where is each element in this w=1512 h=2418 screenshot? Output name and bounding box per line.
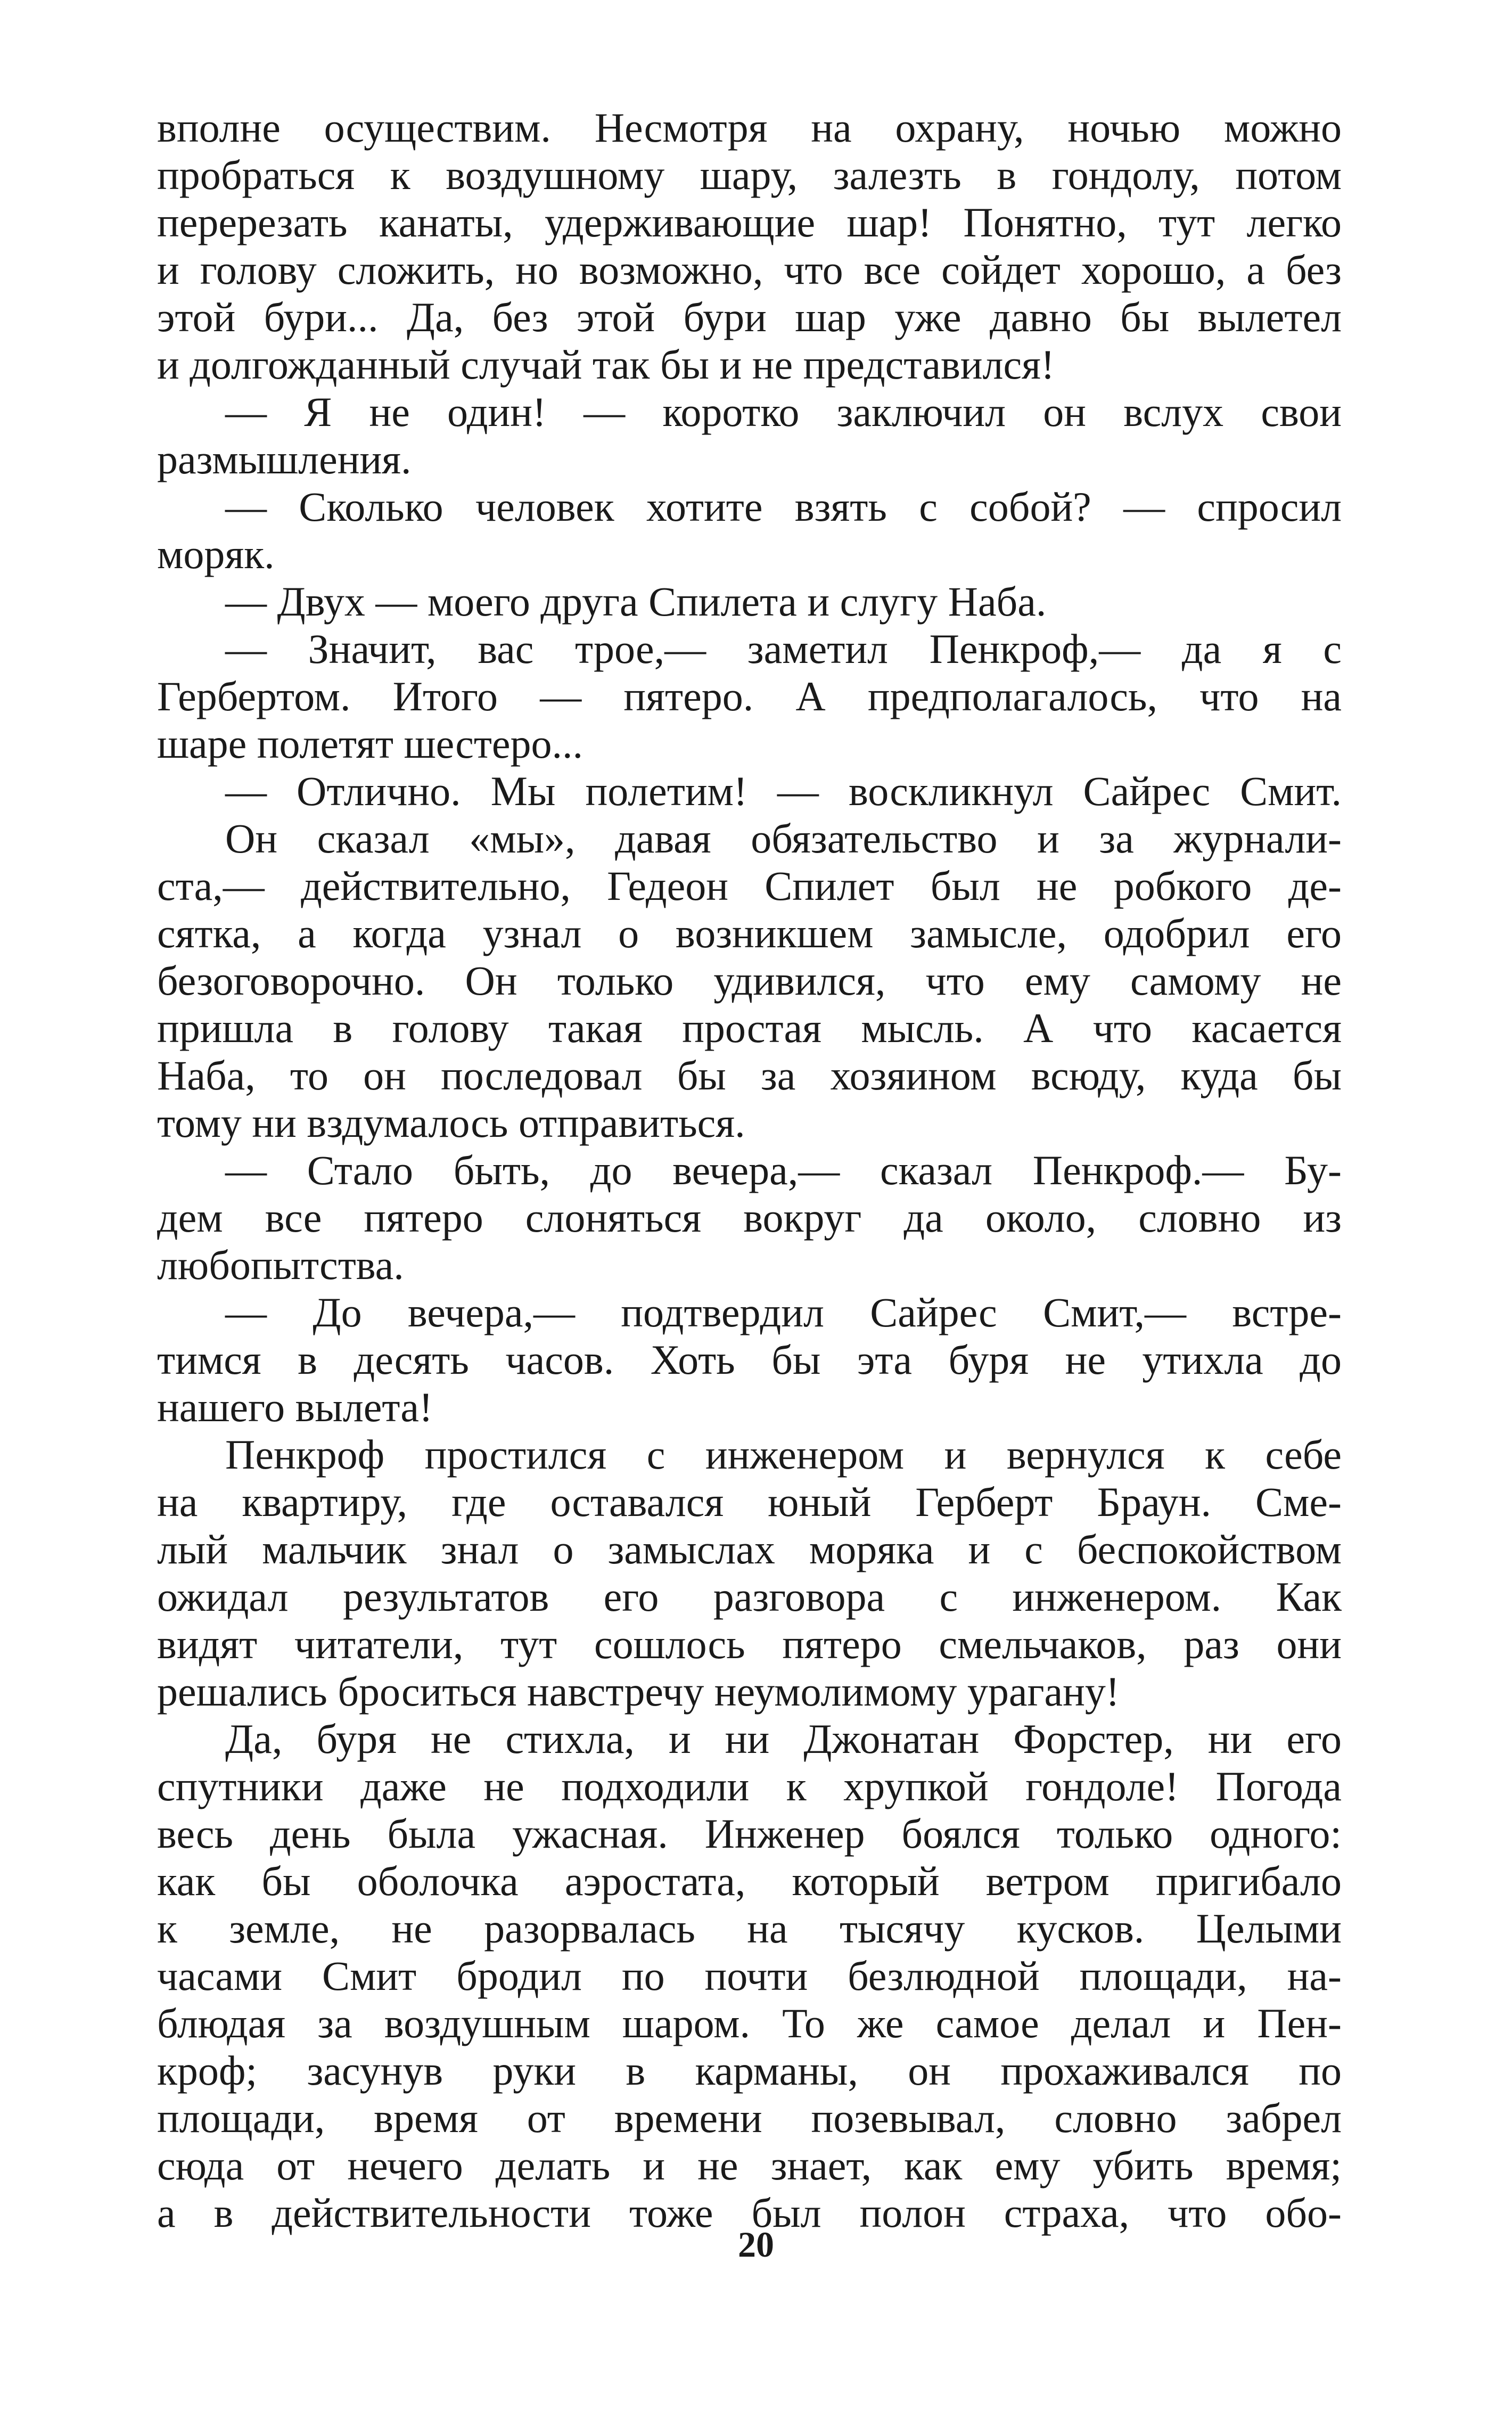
text-line: — Стало быть, до вечера,— сказал Пенкроф.— Бу- <box>225 1147 1342 1193</box>
text-line: — Я не один! — коротко заключил он вслух свои <box>225 389 1342 435</box>
text-line: — Значит, вас трое,— заметил Пенкроф,— да я с <box>225 626 1342 672</box>
text-line: на квартиру, где оставался юный Герберт Браун. Сме- <box>157 1479 1342 1525</box>
text-line: ста,— действительно, Гедеон Спилет был не робкого де- <box>157 863 1342 909</box>
text-line: к земле, не разорвалась на тысячу кусков. Целыми <box>157 1905 1342 1952</box>
text-line: видят читатели, тут сошлось пятеро смельчаков, раз они <box>157 1621 1342 1667</box>
text-line: любопытства. <box>157 1242 404 1288</box>
page-number: 20 <box>738 2224 774 2265</box>
text-line: безоговорочно. Он только удивился, что ему самому не <box>157 957 1342 1004</box>
text-line: пробраться к воздушному шару, залезть в гондолу, потом <box>157 152 1342 198</box>
text-line: Пенкроф простился с инженером и вернулся к себе <box>225 1431 1342 1478</box>
text-line: Он сказал «мы», давая обязательство и за журнали- <box>225 815 1342 862</box>
text-line: сятка, а когда узнал о возникшем замысле, одобрил его <box>157 910 1342 956</box>
text-line: сюда от нечего делать и не знает, как ему убить время; <box>157 2142 1342 2189</box>
text-line: часами Смит бродил по почти безлюдной площади, на- <box>157 1953 1342 1999</box>
text-line: кроф; засунув руки в карманы, он прохаживался по <box>157 2047 1342 2094</box>
text-line: и долгожданный случай так бы и не представился! <box>157 341 1055 388</box>
text-line: Наба, то он последовал бы за хозяином всюду, куда бы <box>157 1052 1342 1099</box>
text-line: Да, буря не стихла, и ни Джонатан Форстер, ни его <box>225 1716 1342 1762</box>
text-line: нашего вылета! <box>157 1384 433 1430</box>
text-line: ожидал результатов его разговора с инженером. Как <box>157 1573 1342 1620</box>
text-line: блюдая за воздушным шаром. То же самое делал и Пен- <box>157 2000 1342 2046</box>
text-line: — Отлично. Мы полетим! — воскликнул Сайрес Смит. <box>225 768 1342 814</box>
text-line: размышления. <box>157 436 412 482</box>
text-line: дем все пятеро слоняться вокруг да около, словно из <box>157 1194 1342 1241</box>
text-line: — До вечера,— подтвердил Сайрес Смит,— встре- <box>225 1289 1342 1335</box>
text-line: пришла в голову такая простая мысль. А что касается <box>157 1005 1342 1051</box>
text-line: и голову сложить, но возможно, что все сойдет хорошо, а без <box>157 247 1342 293</box>
text-line: шаре полетят шестеро... <box>157 720 584 767</box>
text-line: этой бури... Да, без этой бури шар уже давно бы вылетел <box>157 294 1342 340</box>
text-line: а в действительности тоже был полон страха, что обо- <box>157 2190 1342 2236</box>
text-line: весь день была ужасная. Инженер боялся только одного: <box>157 1810 1342 1857</box>
text-line: Гербертом. Итого — пятеро. А предполагалось, что на <box>157 673 1342 719</box>
text-line: моряк. <box>157 531 275 577</box>
text-line: спутники даже не подходили к хрупкой гондоле! Погода <box>157 1763 1342 1809</box>
text-line: решались броситься навстречу неумолимому урагану! <box>157 1668 1120 1715</box>
text-line: перерезать канаты, удерживающие шар! Понятно, тут легко <box>157 199 1342 245</box>
page-text <box>157 104 1342 2236</box>
text-line: — Сколько человек хотите взять с собой? — спросил <box>225 483 1342 530</box>
text-line: тому ни вздумалось отправиться. <box>157 1100 745 1146</box>
text-line: лый мальчик знал о замыслах моряка и с беспокойством <box>157 1526 1342 1572</box>
text-line: вполне осуществим. Несмотря на охрану, ночью можно <box>157 104 1342 151</box>
text-line: как бы оболочка аэростата, который ветром пригибало <box>157 1858 1342 1904</box>
text-line: тимся в десять часов. Хоть бы эта буря не утихла до <box>157 1337 1342 1383</box>
text-line: — Двух — моего друга Спилета и слугу Наба. <box>225 578 1047 625</box>
text-line: площади, время от времени позевывал, словно забрел <box>157 2095 1342 2141</box>
